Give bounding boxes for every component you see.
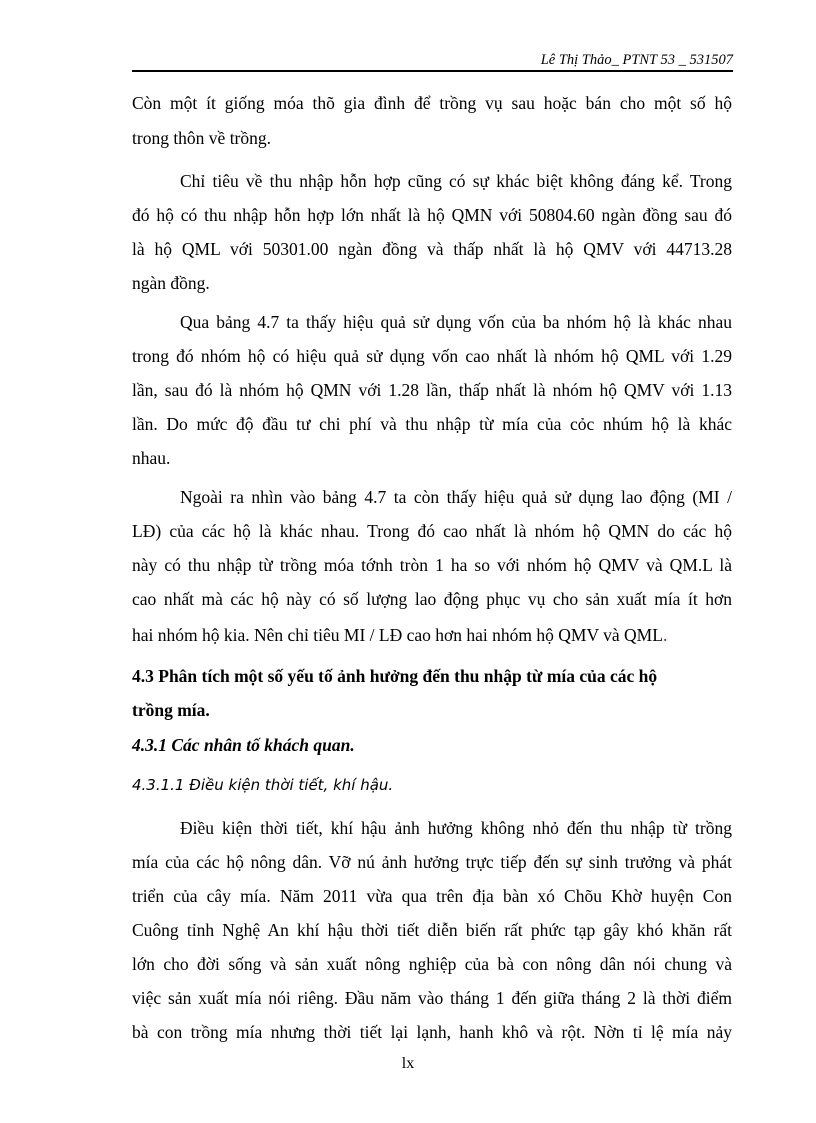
- paragraph-line: đó hộ có thu nhập hỗn hợp lớn nhất là hộ QMN với 50804.60 ngàn đồng sau đó: [132, 205, 732, 225]
- subsection-heading: 4.3.1 Các nhân tố khách quan.: [132, 735, 355, 755]
- subsubsection-heading: 4.3.1.1 Điều kiện thời tiết, khí hậu.: [132, 776, 394, 794]
- paragraph-line: trong đó nhóm hộ có hiệu quả sử dụng vốn cao nhất là nhóm hộ QML với 1.29: [132, 346, 732, 366]
- paragraph-line-last: [132, 618, 732, 652]
- page-number: lx: [401, 1055, 415, 1072]
- paragraph-line: cao nhất mà các hộ này có số lượng lao động phục vụ cho sản xuất mía ít hơn: [132, 589, 732, 609]
- paragraph-line: lần, sau đó là nhóm hộ QMN với 1.28 lần, thấp nhất là nhóm hộ QMV với 1.13: [132, 380, 732, 400]
- paragraph-line: Cuông tỉnh Nghệ An khí hậu thời tiết diễn biến rất phức tạp gây khó khăn rất: [132, 920, 732, 940]
- paragraph-line: là hộ QML với 50301.00 ngàn đồng và thấp nhất là hộ QMV với 44713.28: [132, 239, 732, 259]
- paragraph-text: hai nhóm hộ kia. Nên chỉ tiêu MI / LĐ cao hơn hai nhóm hộ QMV và QML: [132, 625, 663, 645]
- paragraph-line: này có thu nhập từ trồng móa tớnh tròn 1 ha so với nhóm hộ QMV và QM.L là: [132, 555, 732, 575]
- running-header: [132, 50, 733, 72]
- paragraph-line: Chỉ tiêu về thu nhập hỗn hợp cũng có sự khác biệt không đáng kể. Trong: [180, 171, 732, 191]
- paragraph-line: nhau.: [132, 448, 171, 468]
- section-heading-cont: trồng mía.: [132, 700, 210, 720]
- paragraph-line: bà con trồng mía nhưng thời tiết lại lạnh, hanh khô và rột. Nờn tỉ lệ mía nảy: [132, 1022, 732, 1042]
- paragraph-line: mía của các hộ nông dân. Vỡ nú ảnh hưởng trực tiếp đến sự sinh trưởng và phát: [132, 852, 732, 872]
- paragraph-end-mark: .: [662, 625, 668, 645]
- paragraph-line: Điều kiện thời tiết, khí hậu ảnh hưởng không nhỏ đến thu nhập từ trồng: [180, 818, 732, 838]
- paragraph-line: lần. Do mức độ đầu tư chi phí và thu nhập từ mía của cỏc nhúm hộ là khác: [132, 414, 732, 434]
- paragraph-line: Qua bảng 4.7 ta thấy hiệu quả sử dụng vốn của ba nhóm hộ là khác nhau: [180, 312, 732, 332]
- paragraph-line: lớn cho đời sống và sản xuất nông nghiệp của bà con nông dân nói chung và: [132, 954, 732, 974]
- paragraph-line: việc sản xuất mía nói riêng. Đầu năm vào tháng 1 đến giữa tháng 2 là thời điểm: [132, 988, 732, 1008]
- paragraph-line: ngàn đồng.: [132, 273, 210, 293]
- section-heading: 4.3 Phân tích một số yếu tố ảnh hưởng đến thu nhập từ mía của các hộ: [132, 666, 658, 686]
- paragraph-line: LĐ) của các hộ là khác nhau. Trong đó cao nhất là nhóm hộ QMN do các hộ: [132, 521, 732, 541]
- paragraph-line: triển của cây mía. Năm 2011 vừa qua trên địa bàn xó Chõu Khờ huyện Con: [132, 886, 732, 906]
- paragraph-line: Ngoài ra nhìn vào bảng 4.7 ta còn thấy hiệu quả sử dụng lao động (MI /: [180, 487, 732, 507]
- paragraph-line: trong thôn về trồng.: [132, 128, 272, 148]
- paragraph-line: Còn một ít giống móa thõ gia đình để trồng vụ sau hoặc bán cho một số hộ: [132, 93, 732, 113]
- header-text: Lê Thị Thảo_ PTNT 53 _ 531507: [540, 52, 733, 68]
